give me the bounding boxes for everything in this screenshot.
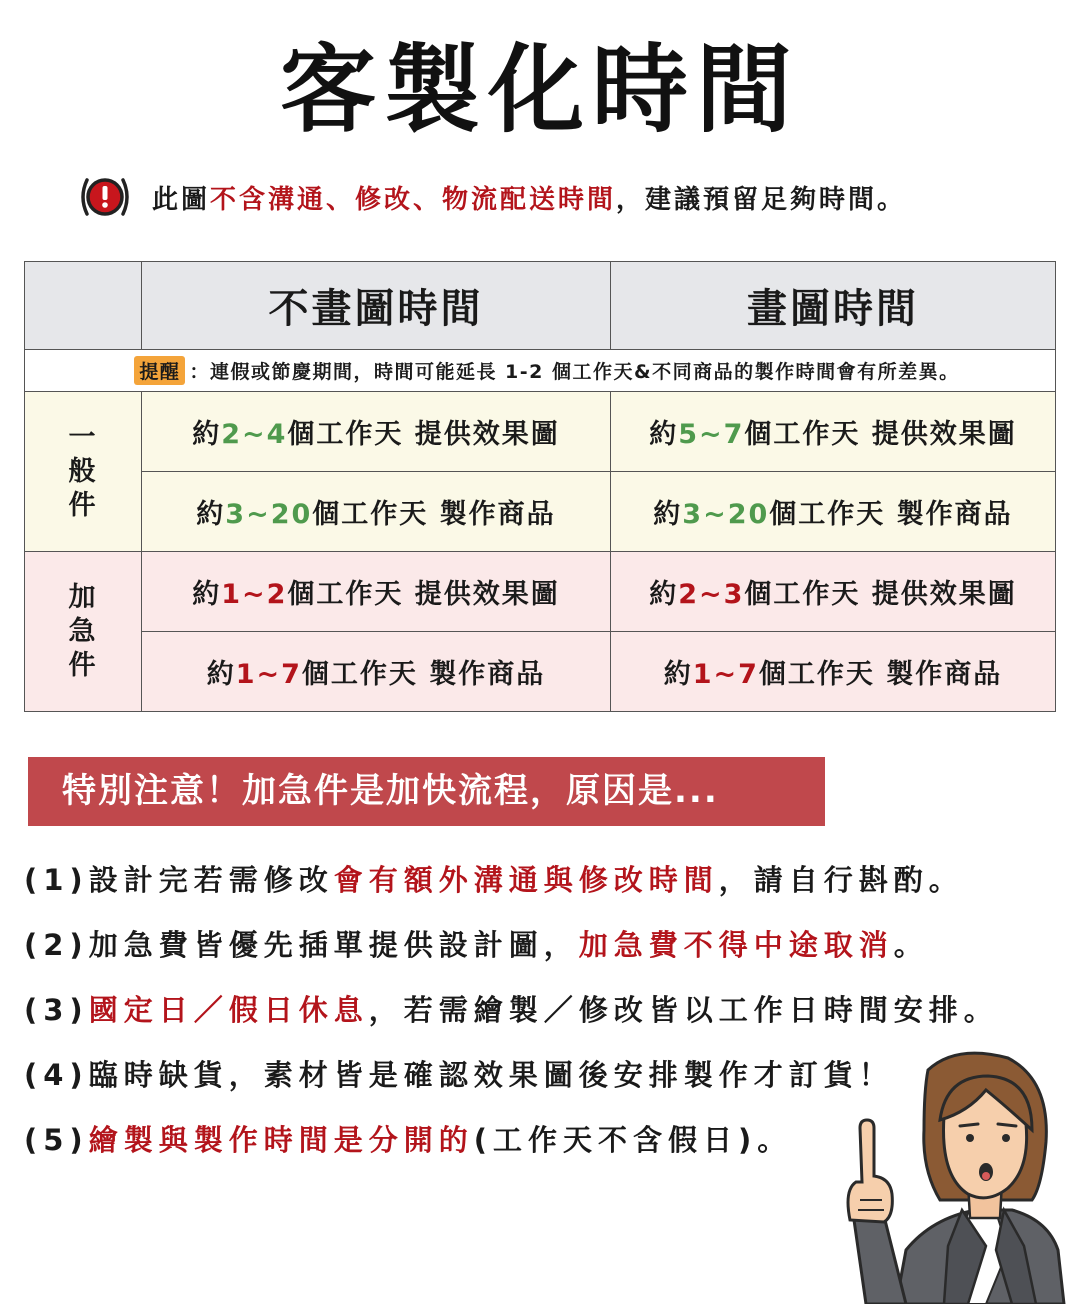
cell-days: 3~20 <box>682 499 770 530</box>
cell-post: 個工作天 製作商品 <box>758 659 1003 690</box>
note-text: 設計完若需修改 <box>88 863 334 897</box>
table-cell <box>142 632 611 712</box>
rush-label-char: 件 <box>68 649 98 681</box>
alert-circle-icon <box>78 174 132 220</box>
table-row <box>25 472 1056 552</box>
cell-days: 3~20 <box>225 499 313 530</box>
note-number: (4) <box>24 1058 89 1092</box>
table-cell <box>611 552 1056 632</box>
rush-label <box>25 552 142 712</box>
schedule-table <box>24 261 1056 712</box>
note-highlight: 加急費不得中途取消 <box>578 928 894 962</box>
tip-text: ：連假或節慶期間，時間可能延長 1-2 個工作天&不同商品的製作時間會有所差異。 <box>189 361 960 383</box>
cell-pre: 約 <box>206 659 236 690</box>
page-title: 客製化時間 <box>280 34 800 146</box>
table-cell <box>142 552 611 632</box>
cell-pre: 約 <box>663 659 693 690</box>
cell-post: 個工作天 提供效果圖 <box>287 579 560 610</box>
list-item <box>24 923 1024 988</box>
notice-suffix: ，建議預留足夠時間。 <box>616 184 907 215</box>
cell-days: 5~7 <box>678 419 745 450</box>
list-item <box>24 858 1024 923</box>
normal-label <box>25 392 142 552</box>
cell-pre: 約 <box>649 419 679 450</box>
table-row <box>25 632 1056 712</box>
notice-highlight: 不含溝通、修改、物流配送時間 <box>210 184 617 215</box>
tip-tag: 提醒 <box>134 356 185 385</box>
cell-pre: 約 <box>192 579 222 610</box>
cell-pre: 約 <box>649 579 679 610</box>
woman-pointing-illustration <box>836 1050 1066 1304</box>
note-number: (3) <box>24 993 89 1027</box>
cell-days: 2~3 <box>678 579 745 610</box>
notice-prefix: 此圖 <box>152 184 211 215</box>
table-row <box>25 392 1056 472</box>
header-drawing: 畫圖時間 <box>611 262 1056 350</box>
note-text: 。 <box>893 928 929 962</box>
cell-post: 個工作天 製作商品 <box>312 499 556 530</box>
note-highlight: 會有額外溝通與修改時間 <box>333 863 719 897</box>
cell-post: 個工作天 提供效果圖 <box>744 419 1017 450</box>
cell-days: 1~7 <box>235 659 302 690</box>
note-text: (工作天不含假日)。 <box>473 1123 793 1157</box>
table-row <box>25 552 1056 632</box>
header-corner-cell <box>25 262 142 350</box>
normal-label-char: 般 <box>68 455 98 487</box>
notice-line <box>78 174 906 220</box>
table-header-row <box>25 262 1056 350</box>
note-highlight: 國定日／假日休息 <box>88 993 369 1027</box>
cell-pre: 約 <box>192 419 222 450</box>
rush-label-char: 急 <box>68 615 98 647</box>
table-cell <box>611 392 1056 472</box>
notice-banner: 特別注意！加急件是加快流程，原因是... <box>28 757 825 826</box>
note-text: ，若需繪製／修改皆以工作日時間安排。 <box>368 993 999 1027</box>
tip-cell <box>25 350 1056 392</box>
cell-post: 個工作天 製作商品 <box>769 499 1013 530</box>
note-text: ，請自行斟酌。 <box>718 863 964 897</box>
note-number: (1) <box>24 863 89 897</box>
cell-post: 個工作天 提供效果圖 <box>287 419 560 450</box>
normal-label-char: 一 <box>68 421 98 453</box>
cell-days: 2~4 <box>221 419 288 450</box>
table-cell <box>142 472 611 552</box>
note-highlight: 繪製與製作時間是分開的 <box>88 1123 474 1157</box>
cell-post: 個工作天 製作商品 <box>301 659 546 690</box>
tip-row <box>25 350 1056 392</box>
table-cell <box>611 632 1056 712</box>
cell-post: 個工作天 提供效果圖 <box>744 579 1017 610</box>
header-no-drawing: 不畫圖時間 <box>142 262 611 350</box>
rush-label-char: 加 <box>68 581 98 613</box>
note-text: 臨時缺貨，素材皆是確認效果圖後安排製作才訂貨！ <box>88 1058 894 1092</box>
cell-pre: 約 <box>653 499 683 530</box>
table-cell <box>142 392 611 472</box>
note-text: 加急費皆優先插單提供設計圖， <box>88 928 579 962</box>
note-number: (5) <box>24 1123 89 1157</box>
cell-days: 1~7 <box>692 659 759 690</box>
cell-pre: 約 <box>196 499 226 530</box>
table-cell <box>611 472 1056 552</box>
note-number: (2) <box>24 928 89 962</box>
list-item <box>24 988 1024 1053</box>
cell-days: 1~2 <box>221 579 288 610</box>
normal-label-char: 件 <box>68 489 98 521</box>
